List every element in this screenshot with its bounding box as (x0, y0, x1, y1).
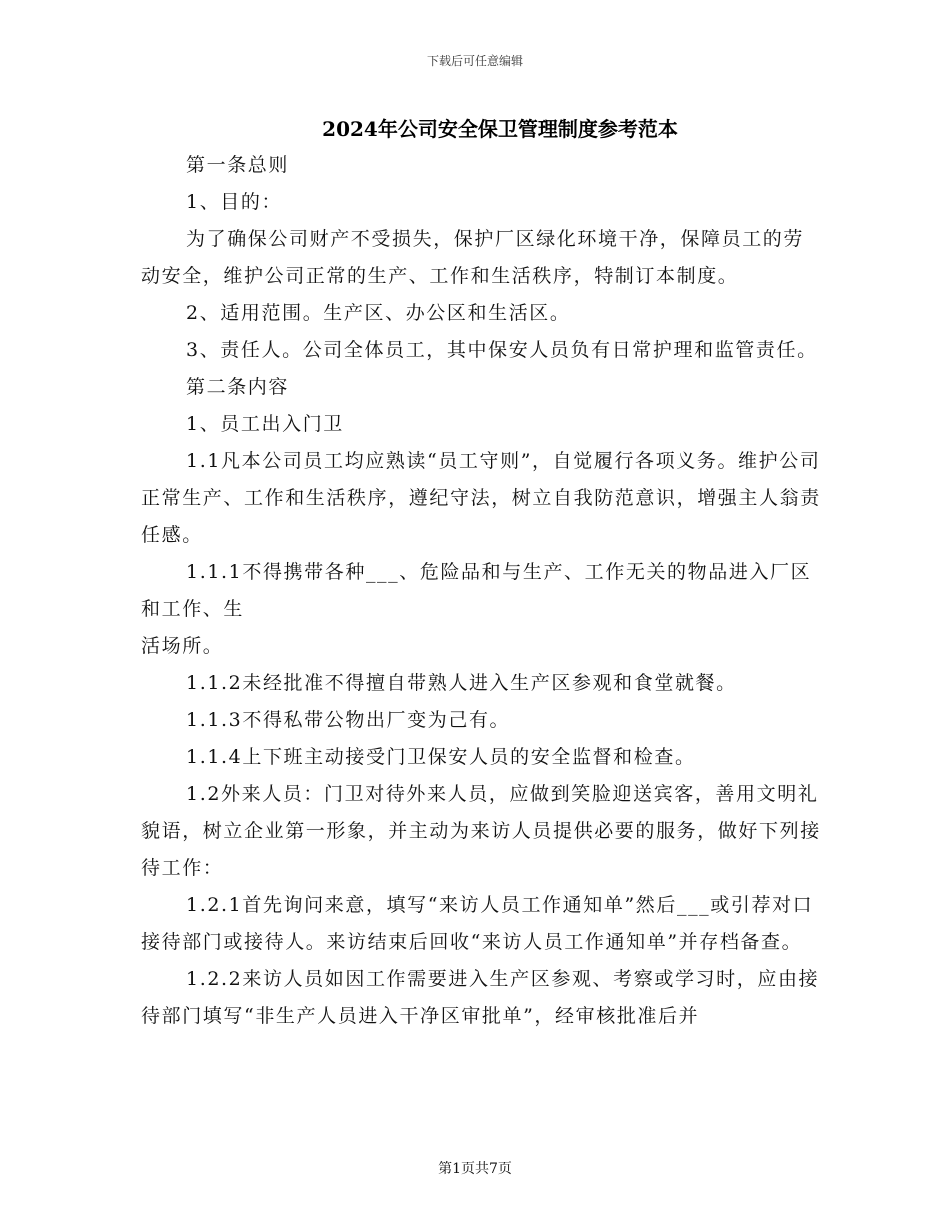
paragraph-responsible: 3、责任人。公司全体员工，其中保安人员负有日常护理和监管责任。 (186, 339, 818, 361)
paragraph-1-2-2: 1.2.2来访人员如因工作需要进入生产区参观、考察或学习时，应由接待部门填写“非生产人员进入干净区审批单”，经审核批准后并 (141, 968, 820, 1027)
paragraph-article-2-heading: 第二条内容 (186, 376, 290, 398)
paragraph-staff-gate-heading: 1、员工出入门卫 (186, 413, 344, 435)
document-body (141, 147, 821, 1035)
page-number-footer: 第1页共7页 (438, 1161, 512, 1177)
paragraph-purpose-text: 为了确保公司财产不受损失，保护厂区绿化环境干净，保障员工的劳动安全，维护公司正常的生产、工作和生活秩序，特制订本制度。 (141, 228, 805, 287)
paragraph-1-1-2: 1.1.2未经批准不得擅自带熟人进入生产区参观和食堂就餐。 (186, 672, 737, 694)
paragraph-1-1-4: 1.1.4上下班主动接受门卫保安人员的安全监督和检查。 (186, 746, 696, 768)
paragraph-purpose-heading: 1、目的： (186, 191, 283, 213)
paragraph-1-1-3: 1.1.3不得私带公物出厂变为己有。 (186, 709, 511, 731)
paragraph-article-1-heading: 第一条总则 (186, 154, 290, 176)
document-title: 2024年公司安全保卫管理制度参考范本 (322, 117, 678, 141)
paragraph-1-2-1: 1.2.1首先询问来意，填写“来访人员工作通知单”然后___或引荐对口接待部门或接待人。来访结束后回收“来访人员工作通知单”并存档备查。 (141, 894, 814, 953)
paragraph-1-2: 1.2外来人员：门卫对待外来人员，应做到笑脸迎送宾客，善用文明礼貌语，树立企业第一形象，并主动为来访人员提供必要的服务，做好下列接待工作： (141, 783, 821, 879)
paragraph-1-1-1-continued: 活场所。 (141, 635, 224, 657)
paragraph-1-1: 1.1凡本公司员工均应熟读“员工守则”，自觉履行各项义务。维护公司正常生产、工作和生活秩序，遵纪守法，树立自我防范意识，增强主人翁责任感。 (141, 450, 821, 546)
page-header-note: 下载后可任意编辑 (426, 54, 523, 68)
paragraph-1-1-1: 1.1.1不得携带各种___、危险品和与生产、工作无关的物品进入厂区和工作、生 (141, 561, 812, 620)
paragraph-scope: 2、适用范围。生产区、办公区和生活区。 (186, 302, 571, 324)
